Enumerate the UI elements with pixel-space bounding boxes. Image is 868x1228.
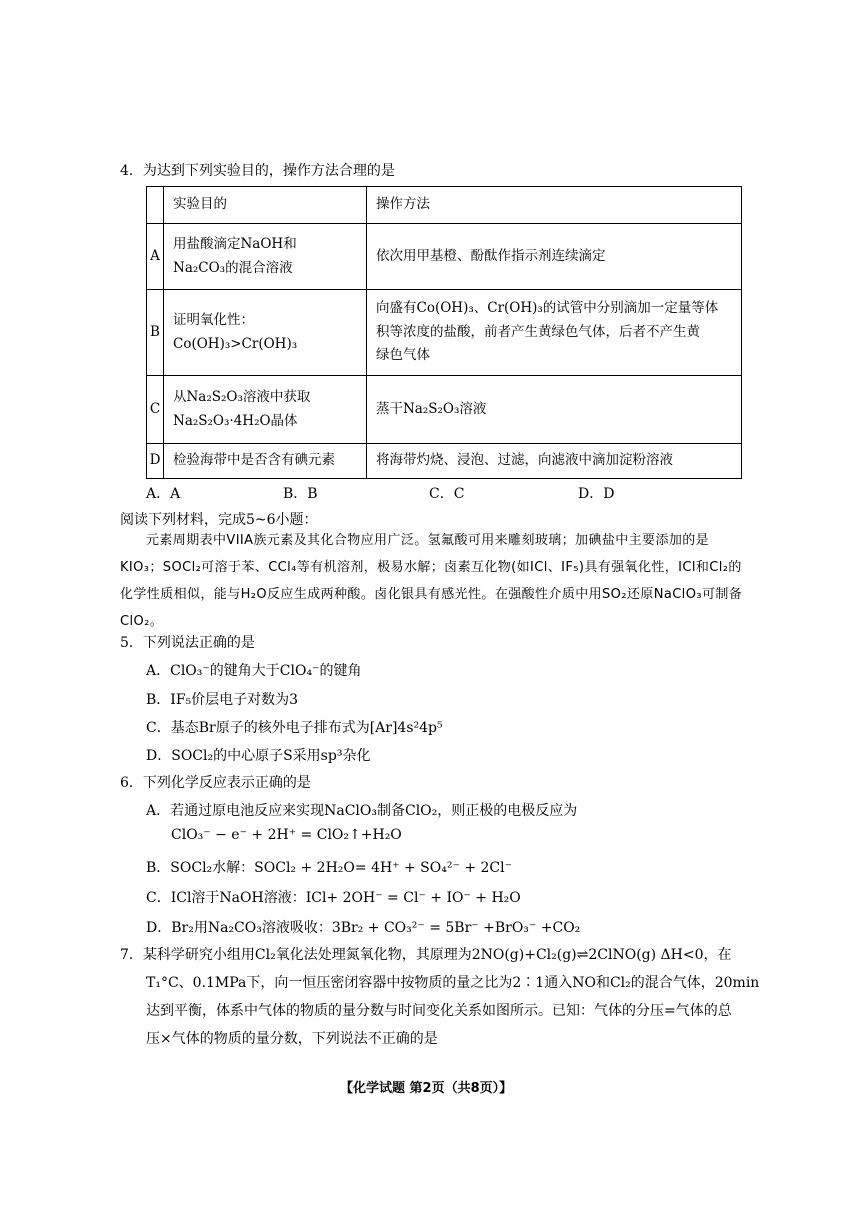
row-label: B (147, 290, 164, 376)
q7-line-4: 压×气体的物质的量分数，下列说法不正确的是 (146, 1031, 438, 1047)
table-row (147, 444, 742, 479)
q6-option-a: A．若通过原电池反应来实现NaClO₃制备ClO₂，则正极的电极反应为 (146, 803, 578, 819)
q5-stem: 5．下列说法正确的是 (120, 635, 255, 651)
table-row (147, 224, 742, 290)
q5-option-a: A．ClO₃⁻的键角大于ClO₄⁻的键角 (146, 663, 362, 679)
q5-option-c: C．基态Br原子的核外电子排布式为[Ar]4s²4p⁵ (146, 720, 443, 736)
table-row (147, 290, 742, 376)
q5-option-b: B．IF₅价层电子对数为3 (146, 692, 299, 708)
row-label: C (147, 376, 164, 444)
row-label: A (147, 224, 164, 290)
q6-stem: 6．下列化学反应表示正确的是 (120, 775, 311, 791)
q6-option-c: C．ICl溶于NaOH溶液：ICl+ 2OH⁻ = Cl⁻ + IO⁻ + H₂O (146, 890, 521, 906)
q6-option-a-equation: ClO₃⁻ − e⁻ + 2H⁺ = ClO₂↑+H₂O (171, 827, 402, 843)
table-row (147, 376, 742, 444)
q7-line-3: 达到平衡，体系中气体的物质的量分数与时间变化关系如图所示。已知：气体的分压=气体的总 (146, 1003, 732, 1019)
header-method: 操作方法 (367, 187, 742, 224)
q5-option-d: D．SOCl₂的中心原子S采用sp³杂化 (146, 748, 371, 764)
q4-stem: 4．为达到下列实验目的，操作方法合理的是 (120, 163, 395, 179)
reading-text: 元素周期表中VIIA族元素及其化合物应用广泛。氢氟酸可用来雕刻玻璃；加碘盐中主要添加的是KIO₃；SOCl₂可溶于苯、CCl₄等有机溶剂，极易水解；卤素互化物(如ICl、IF₅)具有强氧化性，ICl和Cl₂的化学性质相似，能与H₂O反应生成两种酸。卤化银具有感光性。在强酸性介质中用SO₂还原NaClO₃可制备ClO₂。 (120, 533, 743, 629)
q4-option-a: A．A (146, 486, 181, 502)
q4-table (146, 186, 742, 479)
q7-line-1: 7．某科学研究小组用Cl₂氧化法处理氮氧化物，其原理为2NO(g)+Cl₂(g)⇌2ClNO(g) ΔH<0，在 (120, 947, 732, 963)
q6-option-b: B．SOCl₂水解：SOCl₂ + 2H₂O= 4H⁺ + SO₄²⁻ + 2Cl⁻ (146, 860, 512, 876)
row-method: 将海带灼烧、浸泡、过滤，向滤液中滴加淀粉溶液 (367, 444, 742, 479)
row-method: 依次用甲基橙、酚酞作指示剂连续滴定 (367, 224, 742, 290)
row-method: 向盛有Co(OH)₃、Cr(OH)₃的试管中分别滴加一定量等体 积等浓度的盐酸，前者产生黄绿色气体，后者不产生黄 绿色气体 (367, 290, 742, 376)
q4-option-c: C．C (429, 486, 465, 502)
row-purpose: 检验海带中是否含有碘元素 (164, 444, 367, 479)
reading-intro: 阅读下列材料，完成5~6小题： (120, 512, 318, 528)
row-purpose: 从Na₂S₂O₃溶液中获取 Na₂S₂O₃·4H₂O晶体 (164, 376, 367, 444)
header-purpose: 实验目的 (164, 187, 367, 224)
q7-line-2: T₁°C、0.1MPa下，向一恒压密闭容器中按物质的量之比为2∶1通入NO和Cl₂的混合气体，20min (146, 975, 760, 991)
q4-option-b: B．B (283, 486, 318, 502)
row-label: D (147, 444, 164, 479)
row-purpose: 证明氧化性： Co(OH)₃>Cr(OH)₃ (164, 290, 367, 376)
table-header-row (147, 187, 742, 224)
row-purpose: 用盐酸滴定NaOH和 Na₂CO₃的混合溶液 (164, 224, 367, 290)
q6-option-d: D．Br₂用Na₂CO₃溶液吸收：3Br₂ + CO₃²⁻ = 5Br⁻ +BrO₃⁻ +CO₂ (146, 920, 581, 936)
row-method: 蒸干Na₂S₂O₃溶液 (367, 376, 742, 444)
page-footer: 【化学试题 第2页（共8页）】 (340, 1081, 513, 1096)
q4-option-d: D．D (578, 486, 615, 502)
